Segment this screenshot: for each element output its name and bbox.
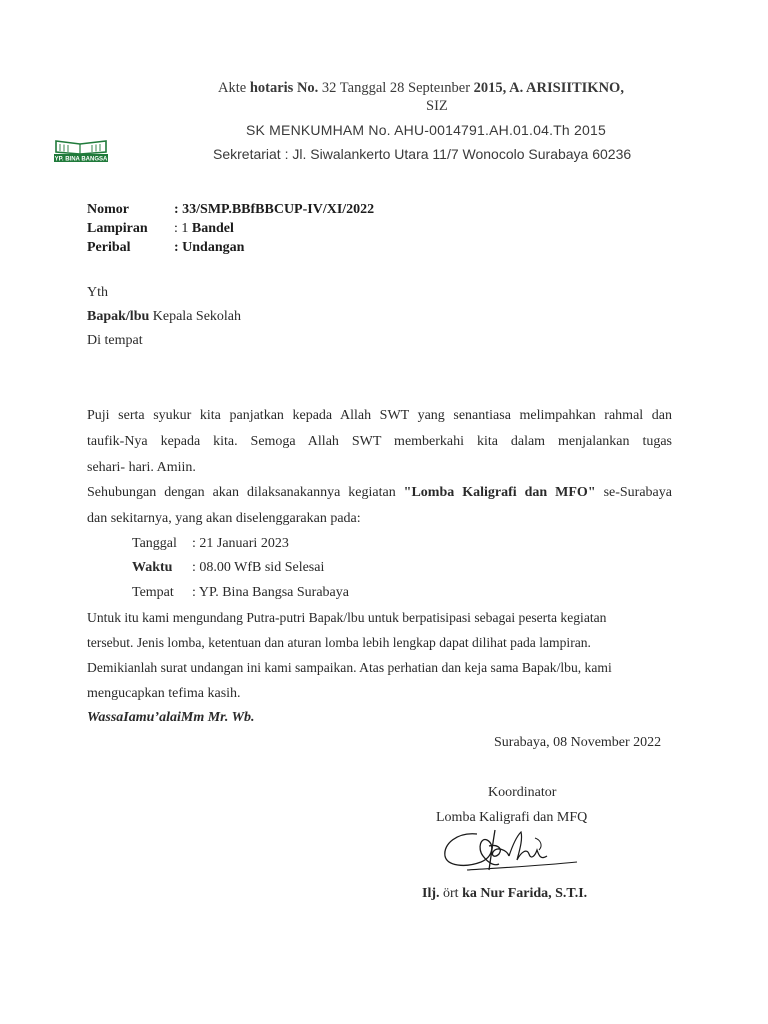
tanggal-value: : 21 Januari 2023 xyxy=(192,536,289,551)
perihal-value: : Undangan xyxy=(174,240,245,255)
letterhead-notary-line xyxy=(218,80,624,97)
notary-name: 2015, A. ARISIITIKNO, xyxy=(473,80,624,96)
tempat-value: : YP. Bina Bangsa Surabaya xyxy=(192,585,349,600)
letter-meta xyxy=(0,200,768,260)
letterhead-sk-line: SK MENKUMHAM No. AHU-0014791.AH.01.04.Th 2015 xyxy=(246,122,606,138)
nomor-label: Nomor xyxy=(87,202,129,217)
body-p1-line3: sehari- hari. Amiin. xyxy=(87,460,196,475)
signatory-role: Koordinator xyxy=(488,785,557,800)
event-details xyxy=(0,536,768,611)
body-p2-line2: dan sekitarnya, yang akan diselenggarakan pada: xyxy=(87,511,361,526)
waktu-value: : 08.00 WfB sid Selesai xyxy=(192,560,325,575)
lampiran-value xyxy=(174,219,234,238)
p2-text-c: se-Surabaya xyxy=(595,485,672,500)
lampiran-colon: : 1 xyxy=(174,221,192,236)
tanggal-label: Tanggal xyxy=(132,536,177,551)
lampiran-value-text: Bandel xyxy=(191,221,234,236)
lampiran-label: Lampiran xyxy=(87,221,148,236)
nomor-value: : 33/SMP.BBfBBCUP-IV/XI/2022 xyxy=(174,202,375,217)
recipient-addressee xyxy=(87,309,241,325)
event-name: "Lomba Kaligrafi dan MFO" xyxy=(403,485,596,500)
handwritten-signature xyxy=(437,826,587,886)
name-mid: ört xyxy=(439,886,463,901)
letterhead-address-line: Sekretariat : Jl. Siwalankerto Utara 11/7 Wonocolo Surabaya 60236 xyxy=(213,146,632,162)
body-p4-line1: Demikianlah surat undangan ini kami sampaikan. Atas perhatian dan keja sama Bapak/lbu, kami xyxy=(87,660,612,675)
signatory-event: Lomba Kaligrafi dan MFQ xyxy=(436,810,588,825)
name-prefix: Ilj. xyxy=(422,886,440,901)
body-p4-line2: mengucapkan tefima kasih. xyxy=(87,686,241,701)
recipient-place: Di tempat xyxy=(87,333,143,348)
body-p3-line1: Untuk itu kami mengundang Putra-putri Bapak/lbu untuk berpatisipasi sebagai peserta kegiatan xyxy=(87,610,607,625)
body-p3-line2: tersebut. Jenis lomba, ketentuan dan aturan lomba lebih lengkap dapat dilihat pada lampiran. xyxy=(87,635,591,650)
organization-logo xyxy=(52,138,110,164)
tempat-label: Tempat xyxy=(132,585,174,600)
notary-date: 32 Tanggal 28 Septeınber xyxy=(318,80,474,96)
recipient-yth: Yth xyxy=(87,285,108,300)
p2-text-a: Sehubungan dengan akan dilaksanakannya kegiatan xyxy=(87,485,404,500)
recipient-title: Bapak/lbu xyxy=(87,309,150,324)
body-p2-line1 xyxy=(87,485,672,501)
body-p1-line1: Puji serta syukur kita panjatkan kepada Allah SWT yang senantiasa melimpahkan rahmal dan xyxy=(87,408,672,423)
notary-number-label: hotaris No. xyxy=(249,80,319,96)
body-p1-line2: taufik-Nya kepada kita. Semoga Allah SWT memberkahi kita dalam menjalankan tugas xyxy=(87,434,672,449)
svg-text:YP. BINA BANGSA: YP. BINA BANGSA xyxy=(54,156,108,163)
perihal-label: Peribal xyxy=(87,240,131,255)
letterhead-notary-suffix: SIZ xyxy=(426,98,448,114)
closing-greeting: WassaIamu’alaiMm Mr. Wb. xyxy=(87,710,255,725)
recipient-role: Kepala Sekolah xyxy=(149,309,242,324)
name-main: ka Nur Farida, S.T.I. xyxy=(462,886,588,901)
place-date: Surabaya, 08 November 2022 xyxy=(494,735,662,750)
notary-prefix: Akte xyxy=(218,80,250,96)
signatory-name xyxy=(422,886,587,902)
waktu-label: Waktu xyxy=(132,560,173,575)
